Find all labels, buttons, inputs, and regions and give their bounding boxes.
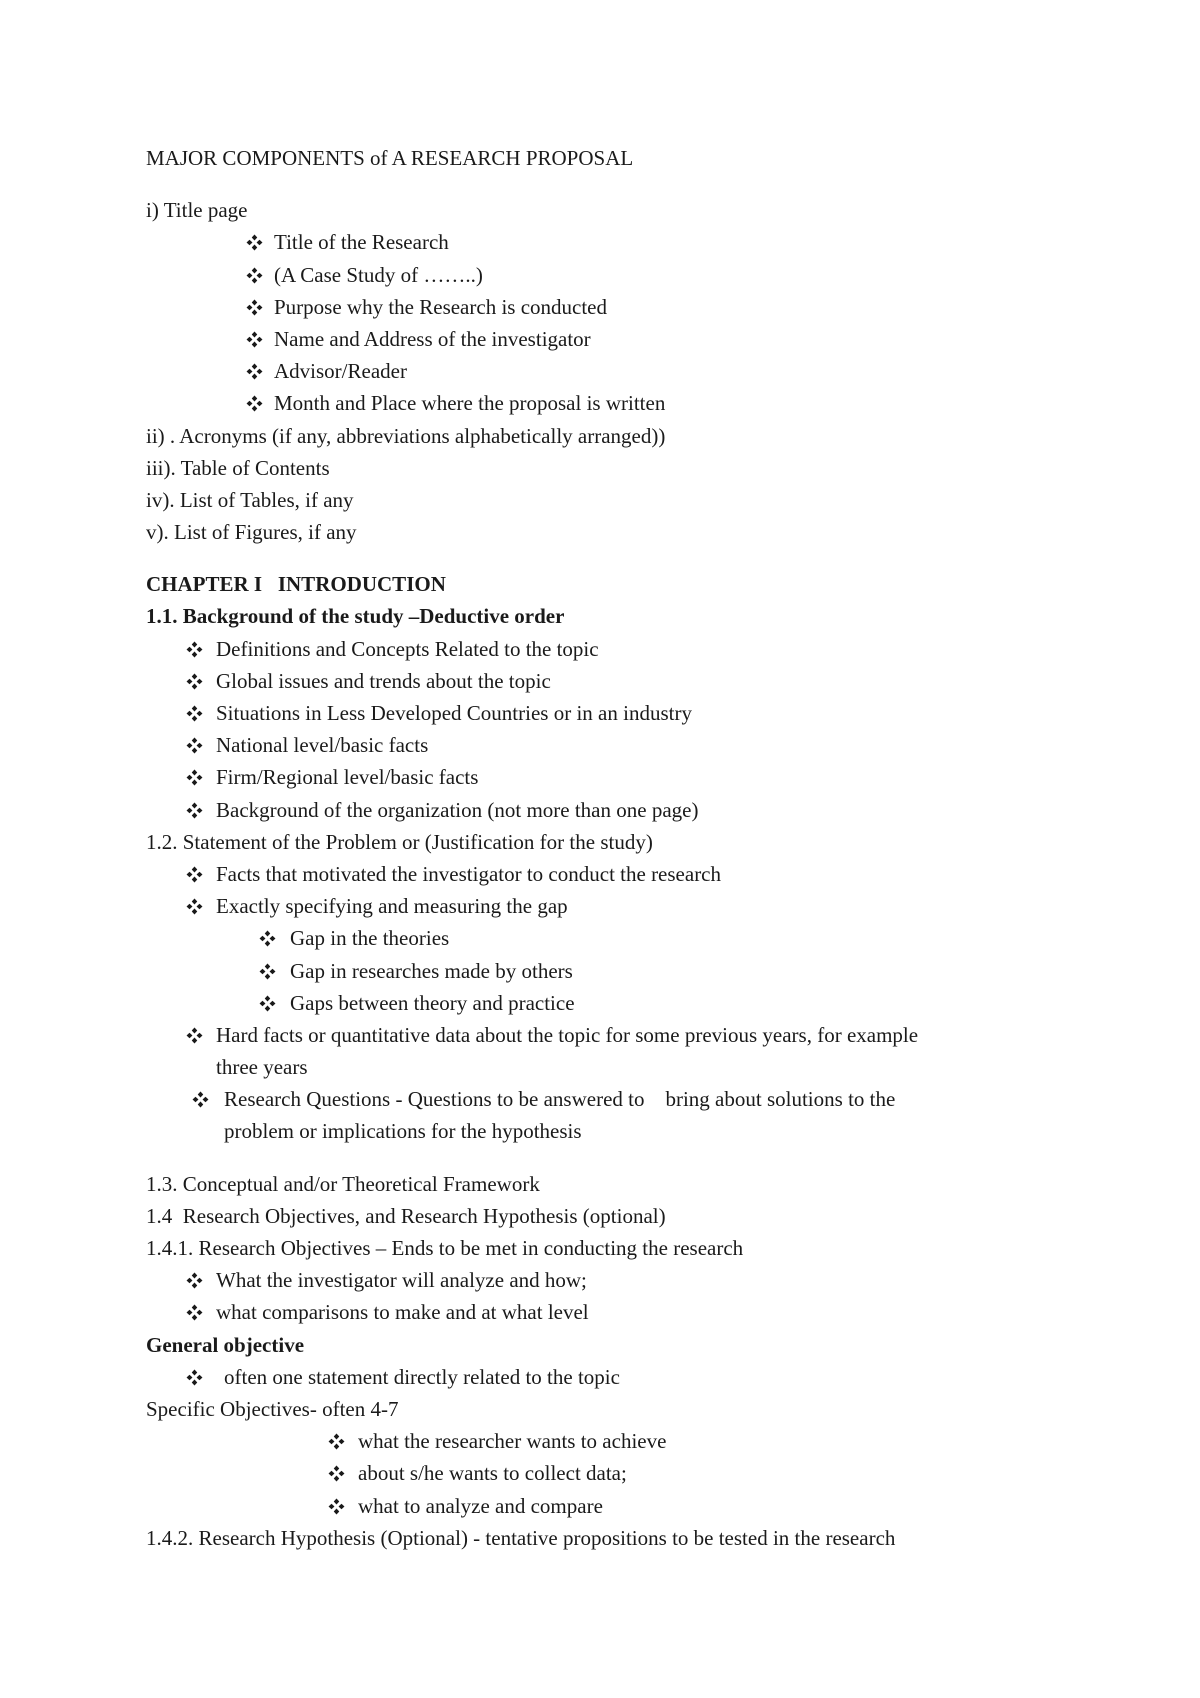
- list-item: Hard facts or quantitative data about the topic for some previous years, for example: [146, 1019, 1106, 1051]
- list-item: Definitions and Concepts Related to the topic: [146, 633, 1106, 665]
- document-page: [146, 142, 1106, 1554]
- list-item: what comparisons to make and at what level: [146, 1296, 1106, 1328]
- list-item: Research Questions - Questions to be answered to bring about solutions to the: [146, 1083, 1106, 1115]
- diamond-bullet-icon: [186, 802, 203, 819]
- list-item: Exactly specifying and measuring the gap: [146, 890, 1106, 922]
- front-matter-item: v). List of Figures, if any: [146, 520, 357, 545]
- diamond-bullet-icon: [186, 1369, 203, 1386]
- diamond-bullet-icon: [186, 1272, 203, 1289]
- general-objective-heading: General objective: [146, 1332, 305, 1357]
- list-item: Background of the organization (not more than one page): [146, 794, 1106, 826]
- list-item: what to analyze and compare: [146, 1490, 1106, 1522]
- diamond-bullet-icon: [186, 769, 203, 786]
- section-heading-objectives: 1.4 Research Objectives, and Research Hypothesis (optional): [146, 1203, 666, 1228]
- chapter-heading: CHAPTER I INTRODUCTION: [146, 572, 446, 597]
- diamond-bullet-icon: [328, 1433, 345, 1450]
- list-item: Name and Address of the investigator: [146, 323, 1106, 355]
- diamond-bullet-icon: [186, 705, 203, 722]
- list-item-continuation: problem or implications for the hypothesis: [224, 1119, 582, 1144]
- diamond-bullet-icon: [186, 866, 203, 883]
- subsection-heading-research-objectives: 1.4.1. Research Objectives – Ends to be met in conducting the research: [146, 1236, 744, 1260]
- front-matter-item: ii) . Acronyms (if any, abbreviations alphabetically arranged)): [146, 423, 666, 448]
- section-heading-framework: 1.3. Conceptual and/or Theoretical Framework: [146, 1171, 540, 1196]
- diamond-bullet-icon: [246, 267, 263, 284]
- list-item: Purpose why the Research is conducted: [146, 291, 1106, 323]
- diamond-bullet-icon: [246, 234, 263, 251]
- front-matter-item: iv). List of Tables, if any: [146, 487, 354, 512]
- diamond-bullet-icon: [259, 930, 276, 947]
- list-item: often one statement directly related to the topic: [146, 1361, 1106, 1393]
- list-item: Gap in researches made by others: [146, 955, 1106, 987]
- diamond-bullet-icon: [246, 331, 263, 348]
- diamond-bullet-icon: [328, 1498, 345, 1515]
- list-item: Title of the Research: [146, 226, 1106, 258]
- diamond-bullet-icon: [186, 673, 203, 690]
- list-item: Situations in Less Developed Countries or in an industry: [146, 697, 1106, 729]
- diamond-bullet-icon: [259, 995, 276, 1012]
- diamond-bullet-icon: [246, 299, 263, 316]
- title-page-heading: i) Title page: [146, 198, 248, 223]
- diamond-bullet-icon: [259, 963, 276, 980]
- list-item: about s/he wants to collect data;: [146, 1457, 1106, 1489]
- diamond-bullet-icon: [186, 1304, 203, 1321]
- list-item: Gaps between theory and practice: [146, 987, 1106, 1019]
- list-item: What the investigator will analyze and how;: [146, 1264, 1106, 1296]
- document-title: MAJOR COMPONENTS of A RESEARCH PROPOSAL: [146, 146, 634, 170]
- section-heading-problem: 1.2. Statement of the Problem or (Justification for the study): [146, 829, 653, 854]
- list-item: what the researcher wants to achieve: [146, 1425, 1106, 1457]
- list-item: (A Case Study of ……..): [146, 259, 1106, 291]
- list-item: Facts that motivated the investigator to conduct the research: [146, 858, 1106, 890]
- diamond-bullet-icon: [186, 641, 203, 658]
- diamond-bullet-icon: [328, 1465, 345, 1482]
- subsection-heading-hypothesis: 1.4.2. Research Hypothesis (Optional) - tentative propositions to be tested in the research: [146, 1525, 896, 1550]
- diamond-bullet-icon: [186, 1027, 203, 1044]
- diamond-bullet-icon: [246, 395, 263, 412]
- list-item: Month and Place where the proposal is written: [146, 387, 1106, 419]
- list-item: Global issues and trends about the topic: [146, 665, 1106, 697]
- diamond-bullet-icon: [192, 1091, 209, 1108]
- diamond-bullet-icon: [246, 363, 263, 380]
- list-item: National level/basic facts: [146, 729, 1106, 761]
- list-item-continuation: three years: [216, 1055, 308, 1080]
- diamond-bullet-icon: [186, 737, 203, 754]
- diamond-bullet-icon: [186, 898, 203, 915]
- front-matter-item: iii). Table of Contents: [146, 455, 330, 480]
- list-item: Advisor/Reader: [146, 355, 1106, 387]
- section-heading-background: 1.1. Background of the study –Deductive order: [146, 604, 565, 629]
- list-item: Firm/Regional level/basic facts: [146, 761, 1106, 793]
- list-item: Gap in the theories: [146, 922, 1106, 954]
- specific-objectives-heading: Specific Objectives- often 4-7: [146, 1396, 399, 1421]
